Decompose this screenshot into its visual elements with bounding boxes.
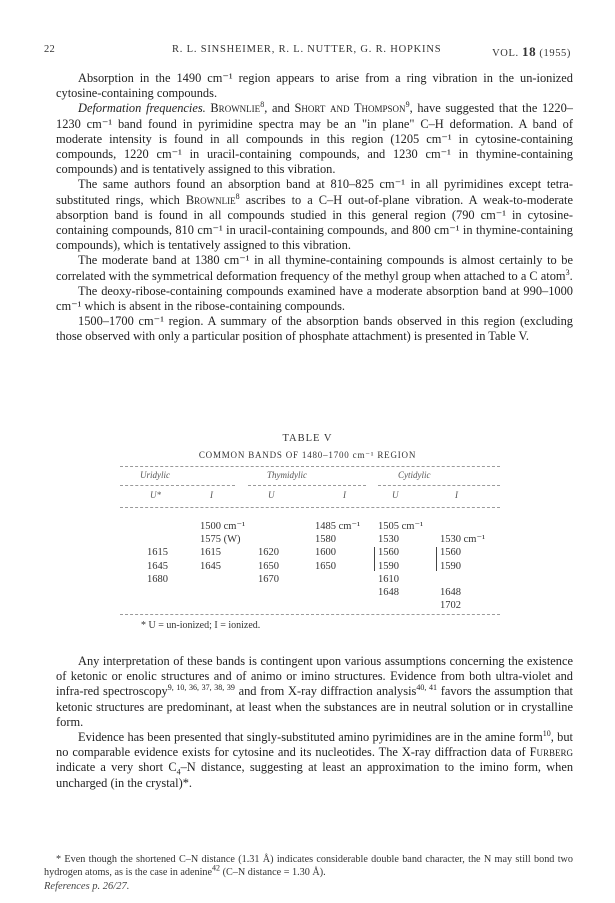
table-rule-top bbox=[120, 466, 500, 467]
paragraph-2: Deformation frequencies. Brownlie$^8$, and Short and Thompson$^9$, have suggested that the 1220–1230 cm⁻¹ band found in pyrimidine spectra may be an "in plane" C–H deformation. A band of moderate intensity is found in all compounds in this region (1205 cm⁻¹ in cytosine-containing compounds, 1220 cm⁻¹ in uracil-containing compounds, and 1230 cm⁻¹ in thymine-containing compounds) and is tentatively assigned to this vibration. bbox=[56, 100, 573, 177]
subhead-u-1: U* bbox=[150, 490, 161, 500]
subhead-i-1: I bbox=[210, 490, 213, 500]
paragraph-5: The deoxy-ribose-containing compounds examined have a moderate absorption band at 990–1000 cm⁻¹ which is absent in the ribose-containing compounds. bbox=[56, 283, 573, 314]
col-thymidylic-u: 1620 1650 1670 bbox=[258, 547, 279, 585]
paragraph-7: Any interpretation of these bands is contingent upon various assumptions concerning the existence of ketonic or enolic structures and of animo or imino structures. Evidence from both ultra-violet and infra-red spectroscopy$^{9, 10, 36, 37, 38, 39}$ and from X-ray diffraction analysis$^{40, 41}$ favors the assumption that ketonic structures are predominant, at least when the substances are in neutral solution or in crystalline form. bbox=[56, 654, 573, 729]
paragraph-8: Evidence has been presented that singly-substituted amino pyrimidines are in the amine form$^{10}$, but no comparable evidence exists for cytosine and its nucleotides. The X-ray diffraction data of Furberg indicate a very short $C_4-N$ distance, suggesting at least an approximation to the imino form, when uncharged (in the crystal)*. bbox=[56, 728, 574, 790]
author-brownlie: Brownlie bbox=[210, 101, 261, 116]
group-rule-2 bbox=[248, 485, 366, 486]
subhead-i-3: I bbox=[455, 490, 458, 500]
table-rule-head bbox=[120, 507, 500, 508]
col-uridylic-u: 1615 1645 1680 bbox=[147, 547, 168, 585]
col-thymidylic-i: 1485 cm⁻¹ 1580 1600 1650 bbox=[315, 521, 361, 572]
author-furberg: Furberg bbox=[529, 745, 573, 760]
body-text-top bbox=[56, 71, 573, 345]
author-short-thompson: Short and Thompson bbox=[294, 101, 406, 116]
table-subtitle: COMMON BANDS OF 1480–1700 cm⁻¹ REGION bbox=[198, 450, 417, 460]
group-cytidylic: Cytidylic bbox=[398, 470, 431, 480]
paragraph-1: Absorption in the 1490 cm⁻¹ region appears to arise from a ring vibration in the un-ionized cytosine-containing compounds. bbox=[56, 71, 573, 101]
brace-cytidylic-i bbox=[436, 547, 437, 571]
page-footnote: * Even though the shortened C–N distance (1.31 Å) indicates considerable double band character, the N may still bond two hydrogen atoms, as is the case in adenine$^{42}$ (C–N distance = 1.30 Å). bbox=[44, 854, 573, 878]
subhead-u-2: U bbox=[268, 490, 275, 500]
subhead-u-3: U bbox=[392, 490, 399, 500]
volume-info: VOL. 18 (1955) bbox=[492, 44, 571, 59]
table-rule-bottom bbox=[120, 614, 500, 615]
group-uridylic: Uridylic bbox=[140, 470, 170, 480]
subhead-i-2: I bbox=[343, 490, 346, 500]
col-cytidylic-u: 1505 cm⁻¹ 1530 1560 1590 1610 1648 bbox=[378, 521, 424, 599]
volume-number: 18 bbox=[521, 44, 537, 59]
paragraph-6: 1500–1700 cm⁻¹ region. A summary of the absorption bands observed in this region (excluding those observed with only a particular position of phosphate attachment) is presented in Table V. bbox=[56, 314, 573, 344]
running-authors: R. L. SINSHEIMER, R. L. NUTTER, G. R. HOPKINS bbox=[172, 44, 442, 55]
paragraph-4: The moderate band at 1380 cm⁻¹ in all thymine-containing compounds is almost certainly to be correlated with the symmetrical deformation frequency of the methyl group when attached to a C atom$^3$. bbox=[56, 253, 573, 283]
brace-cytidylic-u bbox=[374, 547, 375, 571]
references-note: References p. 26/27. bbox=[44, 881, 130, 892]
paragraph-3: The same authors found an absorption band at 810–825 cm⁻¹ in all pyrimidines except tetra-substituted rings, which Brownlie$^8$ ascribes to a C–H out-of-plane vibration. A weak-to-moderate absorption band is found in all compounds studied in this general region (790 cm⁻¹ in cytosine-containing compounds, 810 cm⁻¹ in uracil-containing compounds, and 800 cm⁻¹ in thymine-containing compounds), which is tentatively assigned to this vibration. bbox=[56, 177, 574, 253]
body-text-bottom bbox=[56, 654, 573, 791]
page-number: 22 bbox=[44, 44, 56, 55]
group-thymidylic: Thymidylic bbox=[267, 470, 307, 480]
table-title: TABLE V bbox=[282, 433, 333, 444]
group-rule-3 bbox=[378, 485, 500, 486]
running-header bbox=[44, 44, 571, 58]
col-uridylic-i: 1500 cm⁻¹ 1575 (W) 1615 1645 bbox=[200, 521, 246, 572]
year: (1955) bbox=[539, 48, 571, 59]
col-cytidylic-i: 1530 cm⁻¹ 1560 1590 1648 1702 bbox=[440, 534, 486, 612]
table-footnote: * U = un-ionized; I = ionized. bbox=[141, 620, 261, 631]
group-rule-1 bbox=[120, 485, 235, 486]
section-label-deformation: Deformation frequencies. bbox=[78, 101, 206, 116]
